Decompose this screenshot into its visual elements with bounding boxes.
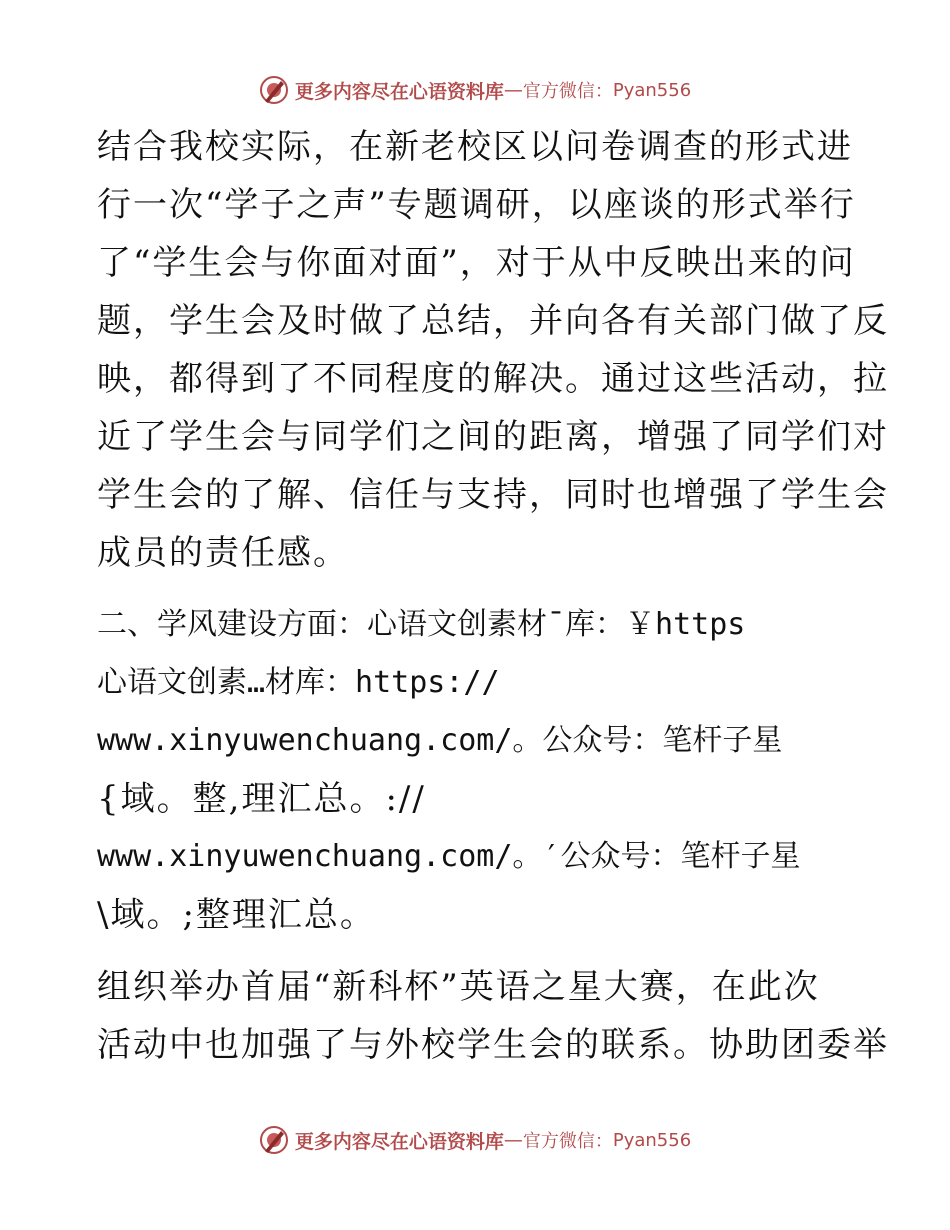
text-line: www.xinyuwenchuang.com/。公众号：笔杆子星 (97, 723, 783, 758)
text-line: \域。;整理汇总。 (97, 895, 376, 935)
text-line: 成员的责任感。 (97, 533, 349, 573)
text-line: 学生会的了解、信任与支持，同时也增强了学生会 (97, 475, 889, 515)
banner-contact-prefix: 官方微信： (522, 1131, 613, 1152)
paragraph-2 (97, 596, 857, 944)
banner-text: 更多内容尽在心语资料库 (294, 1130, 504, 1153)
pen-logo-icon (259, 1125, 289, 1155)
text-line: 近了学生会与同学们之间的距离，增强了同学们对 (97, 417, 889, 457)
text-line: 二、学风建设方面：心语文创素材¯库：￥https (97, 607, 746, 642)
text-line: 行一次“学子之声”专题调研，以座谈的形式举行 (97, 185, 856, 225)
text-line: 了“学生会与你面对面”，对于从中反映出来的问 (97, 243, 856, 283)
banner-contact-id: Pyan556 (612, 79, 692, 101)
banner-contact-prefix: 官方微信： (522, 81, 613, 102)
banner-separator: — (503, 1129, 523, 1151)
footer-banner (0, 1120, 950, 1160)
text-line: {域。整,理汇总。:// (97, 779, 426, 819)
text-line: 活动中也加强了与外校学生会的联系。协助团委举 (97, 1025, 889, 1065)
header-banner (0, 70, 950, 110)
pen-logo-icon (259, 75, 289, 105)
text-line: 组织举办首届“新科杯”英语之星大赛，在此次 (97, 967, 820, 1007)
text-line: www.xinyuwenchuang.com/。′公众号：笔杆子星 (97, 839, 801, 874)
banner-contact-id: Pyan556 (612, 1129, 692, 1151)
text-line: 题，学生会及时做了总结，并向各有关部门做了反 (97, 301, 889, 341)
document-body (97, 118, 889, 1074)
banner-separator: — (503, 79, 523, 101)
text-line: 结合我校实际，在新老校区以问卷调查的形式进 (97, 127, 853, 167)
banner-text: 更多内容尽在心语资料库 (294, 80, 504, 103)
text-line: 映，都得到了不同程度的解决。通过这些活动，拉 (97, 359, 889, 399)
text-line: 心语文创素…材库：https:// (97, 665, 500, 700)
paragraph-3 (97, 958, 889, 1074)
paragraph-1 (97, 118, 889, 582)
